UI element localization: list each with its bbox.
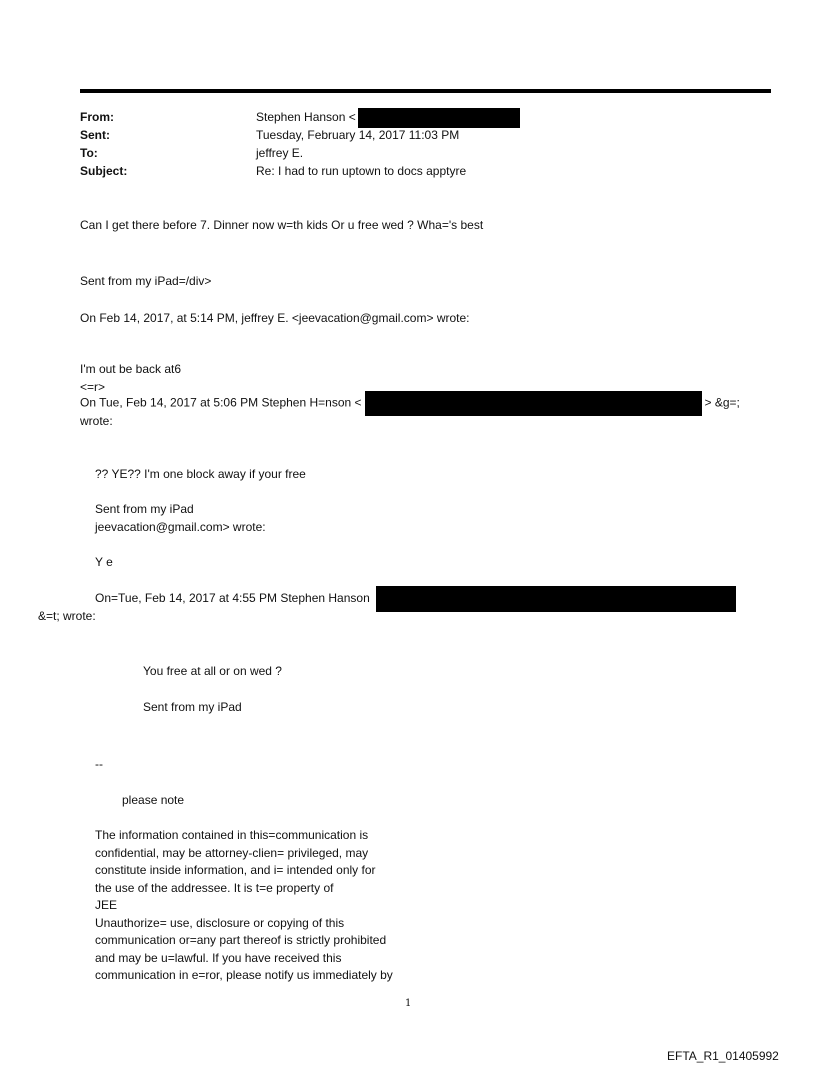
body-line: I'm out be back at6 — [80, 362, 182, 376]
redaction — [365, 391, 702, 416]
to-label: To: — [80, 146, 98, 160]
disclaimer-line: the use of the addressee. It is t=e property of — [95, 881, 334, 895]
from-label: From: — [80, 110, 114, 124]
redaction — [358, 108, 520, 128]
body-line: -- — [95, 757, 103, 771]
to-value: jeffrey E. — [256, 146, 304, 160]
body-line: On=Tue, Feb 14, 2017 at 4:55 PM Stephen Hanson — [95, 591, 370, 606]
header-rule — [80, 89, 771, 93]
from-value: Stephen Hanson < — [256, 110, 356, 125]
disclaimer-line: and may be u=lawful. If you have received this — [95, 951, 342, 965]
body-line: You free at all or on wed ? — [143, 664, 282, 678]
disclaimer-line: JEE — [95, 898, 118, 912]
body-line: Y e — [95, 555, 113, 569]
body-line: jeevacation@gmail.com> wrote: — [95, 520, 266, 534]
subject-label: Subject: — [80, 164, 128, 178]
body-line: On Tue, Feb 14, 2017 at 5:06 PM Stephen H=nson < — [80, 395, 362, 410]
body-line: &=t; wrote: — [38, 609, 96, 623]
body-line: On Feb 14, 2017, at 5:14 PM, jeffrey E. <jeevacation@gmail.com> wrote: — [80, 311, 470, 325]
disclaimer-line: communication in e=ror, please notify us immediately by — [95, 968, 393, 982]
body-line: > &g=; — [704, 395, 740, 410]
subject-value: Re: I had to run uptown to docs apptyre — [256, 164, 467, 178]
body-line: wrote: — [80, 414, 113, 428]
disclaimer-line: communication or=any part thereof is strictly prohibited — [95, 933, 387, 947]
body-line: Sent from my iPad — [143, 700, 242, 714]
disclaimer-line: constitute inside information, and i= intended only for — [95, 863, 376, 877]
sent-value: Tuesday, February 14, 2017 11:03 PM — [256, 128, 460, 142]
body-line: Sent from my iPad=/div> — [80, 274, 212, 288]
quoted-header-row — [95, 586, 736, 612]
disclaimer-line: The information contained in this=communication is — [95, 828, 369, 842]
body-line: Sent from my iPad — [95, 502, 194, 516]
page-number: 1 — [405, 998, 412, 1009]
disclaimer-line: confidential, may be attorney-clien= privileged, may — [95, 846, 369, 860]
sent-label: Sent: — [80, 128, 110, 142]
redaction — [376, 586, 736, 612]
footer-id: EFTA_R1_01405992 — [667, 1049, 779, 1063]
body-line: please note — [122, 793, 185, 807]
body-line: <=r> — [80, 380, 106, 394]
disclaimer-line: Unauthorize= use, disclosure or copying of this — [95, 916, 345, 930]
body-line: ?? YE?? I'm one block away if your free — [95, 467, 306, 481]
body-line: Can I get there before 7. Dinner now w=th kids Or u free wed ? Wha='s best — [80, 218, 484, 232]
quoted-header-row — [80, 391, 740, 416]
from-row — [256, 108, 520, 128]
